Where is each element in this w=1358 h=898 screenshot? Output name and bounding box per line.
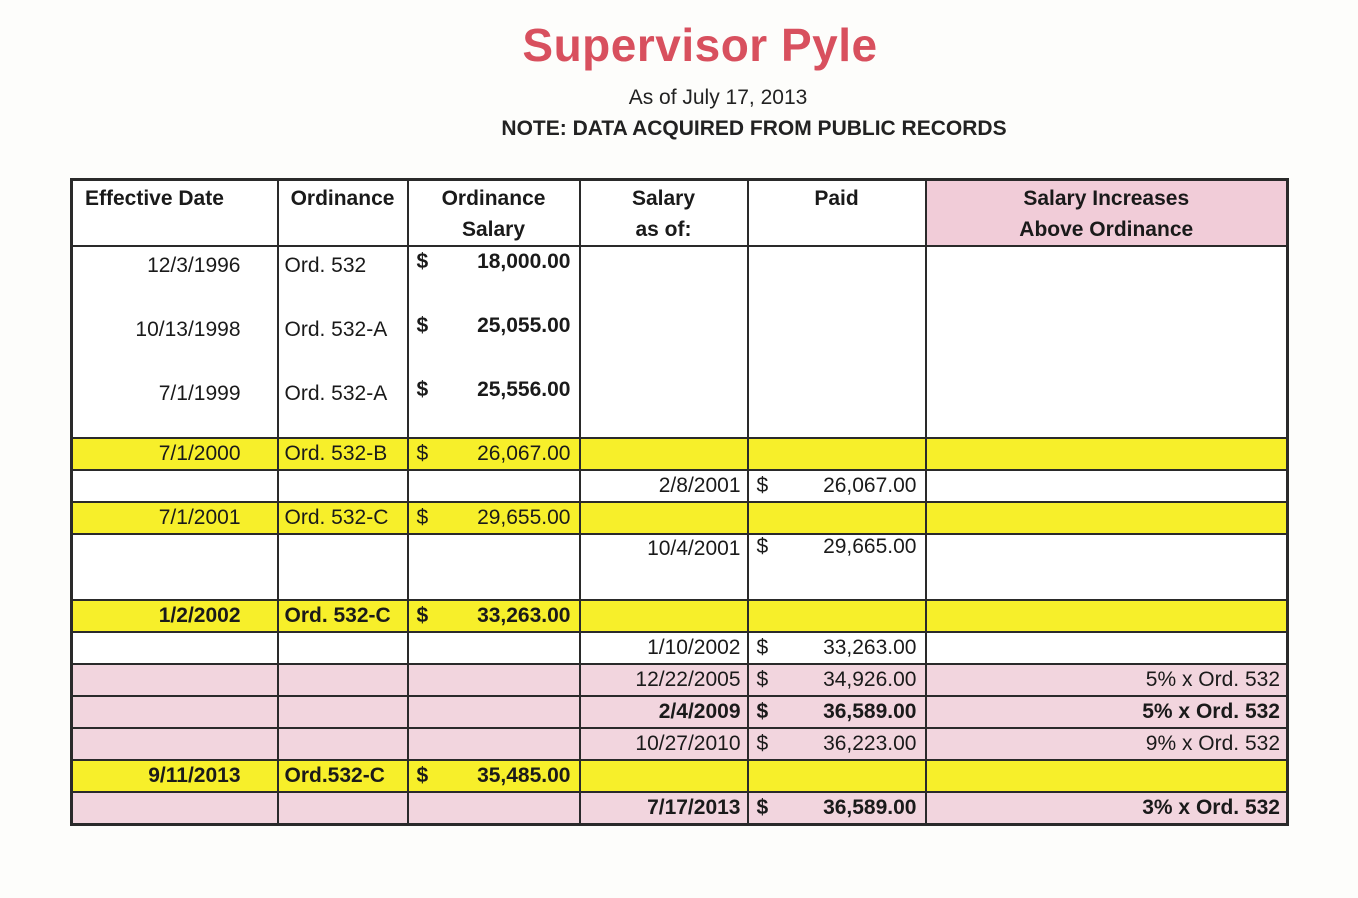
ordinance-salary-cell [408,696,580,728]
empty-cell [580,246,748,438]
page-title: Supervisor Pyle [522,19,878,71]
paid-cell: $ 36,589.00 [748,696,926,728]
salary-as-of-cell: 2/4/2009 [580,696,748,728]
ordinance-cell [278,696,408,728]
salary-as-of-cell: 7/17/2013 [580,792,748,825]
increase-cell: 3% x Ord. 532 [926,792,1288,825]
increase-cell [926,600,1288,632]
ordinance-cell [278,664,408,696]
table-row [72,696,1288,728]
ordinance-salary-cell [408,534,580,600]
ordinance-cell: Ord. 532-A [284,382,388,405]
ordinance-salary-cell [408,632,580,664]
early-salaries-cell [408,246,580,438]
paid-cell [748,600,926,632]
increase-cell [926,470,1288,502]
as-of-date: As of July 17, 2013 [628,86,808,109]
date-cell [72,632,278,664]
source-note: NOTE: DATA ACQUIRED FROM PUBLIC RECORDS [501,117,1007,140]
paid-cell: $ 36,589.00 [748,792,926,825]
salary-as-of-cell [580,502,748,534]
salary-as-of-cell [580,600,748,632]
ordinance-salary-cell [408,728,580,760]
date-cell [72,534,278,600]
salary-cell: $ 25,055.00 [416,314,571,337]
early-dates-cell [72,246,278,438]
date-cell: 1/2/2002 [72,600,278,632]
paid-cell [748,760,926,792]
ordinance-cell [278,632,408,664]
paid-cell: $ 33,263.00 [748,632,926,664]
ordinance-cell [278,792,408,825]
increase-cell [926,534,1288,600]
date-cell: 9/11/2013 [72,760,278,792]
ordinance-cell: Ord. 532-A [284,318,388,341]
header-paid: Paid [748,180,926,247]
date-cell [72,664,278,696]
ordinance-cell [278,728,408,760]
ordinance-salary-cell [408,792,580,825]
paid-cell: $ 36,223.00 [748,728,926,760]
ordinance-cell [278,470,408,502]
table-row [72,470,1288,502]
ordinance-cell: Ord. 532-C [278,600,408,632]
increase-cell: 5% x Ord. 532 [926,696,1288,728]
paid-cell: $ 29,665.00 [748,534,926,600]
salary-cell: $ 18,000.00 [416,250,571,273]
paid-cell: $ 34,926.00 [748,664,926,696]
increase-cell: 5% x Ord. 532 [926,664,1288,696]
ordinance-cell: Ord.532-C [278,760,408,792]
header-row [72,180,1288,247]
ordinance-salary-cell [408,470,580,502]
date-cell: 12/3/1996 [147,254,241,277]
salary-as-of-cell [580,760,748,792]
salary-cell: $ 25,556.00 [416,378,571,401]
header-effective-date: Effective Date [72,180,278,247]
increase-cell [926,438,1288,470]
increase-cell [926,632,1288,664]
early-ordinances-cell [278,246,408,438]
ordinance-salary-cell: $ 29,655.00 [408,502,580,534]
paid-cell [748,438,926,470]
header-ordinance: Ordinance [278,180,408,247]
salary-as-of-cell: 12/22/2005 [580,664,748,696]
table-row [72,632,1288,664]
date-cell: 10/13/1998 [135,318,241,341]
empty-cell [748,246,926,438]
table-row [72,792,1288,825]
salary-as-of-cell [580,438,748,470]
date-cell [72,792,278,825]
paid-cell [748,502,926,534]
ordinance-cell [278,534,408,600]
date-cell: 7/1/2001 [72,502,278,534]
ordinance-cell: Ord. 532-B [278,438,408,470]
early-ordinances-block [72,246,1288,438]
date-cell: 7/1/1999 [158,382,241,405]
salary-as-of-cell: 2/8/2001 [580,470,748,502]
table-row [72,438,1288,470]
increase-cell [926,502,1288,534]
ordinance-salary-cell: $ 35,485.00 [408,760,580,792]
table-row [72,728,1288,760]
ordinance-salary-cell: $ 33,263.00 [408,600,580,632]
salary-as-of-cell: 10/4/2001 [580,534,748,600]
header-ordinance-salary: Ordinance Salary [408,180,580,247]
table-row [72,664,1288,696]
date-cell: 7/1/2000 [72,438,278,470]
salary-table [70,178,1289,826]
empty-cell [926,246,1288,438]
table-row [72,502,1288,534]
salary-as-of-cell: 1/10/2002 [580,632,748,664]
increase-cell: 9% x Ord. 532 [926,728,1288,760]
table-row [72,760,1288,792]
date-cell [72,696,278,728]
table-row [72,534,1288,600]
date-cell [72,728,278,760]
ordinance-cell: Ord. 532 [284,254,367,277]
header-salary-as-of: Salary as of: [580,180,748,247]
header-salary-increases: Salary Increases Above Ordinance [926,180,1288,247]
date-cell [72,470,278,502]
ordinance-cell: Ord. 532-C [278,502,408,534]
salary-as-of-cell: 10/27/2010 [580,728,748,760]
ordinance-salary-cell [408,664,580,696]
table-row [72,600,1288,632]
paid-cell: $ 26,067.00 [748,470,926,502]
ordinance-salary-cell: $ 26,067.00 [408,438,580,470]
increase-cell [926,760,1288,792]
